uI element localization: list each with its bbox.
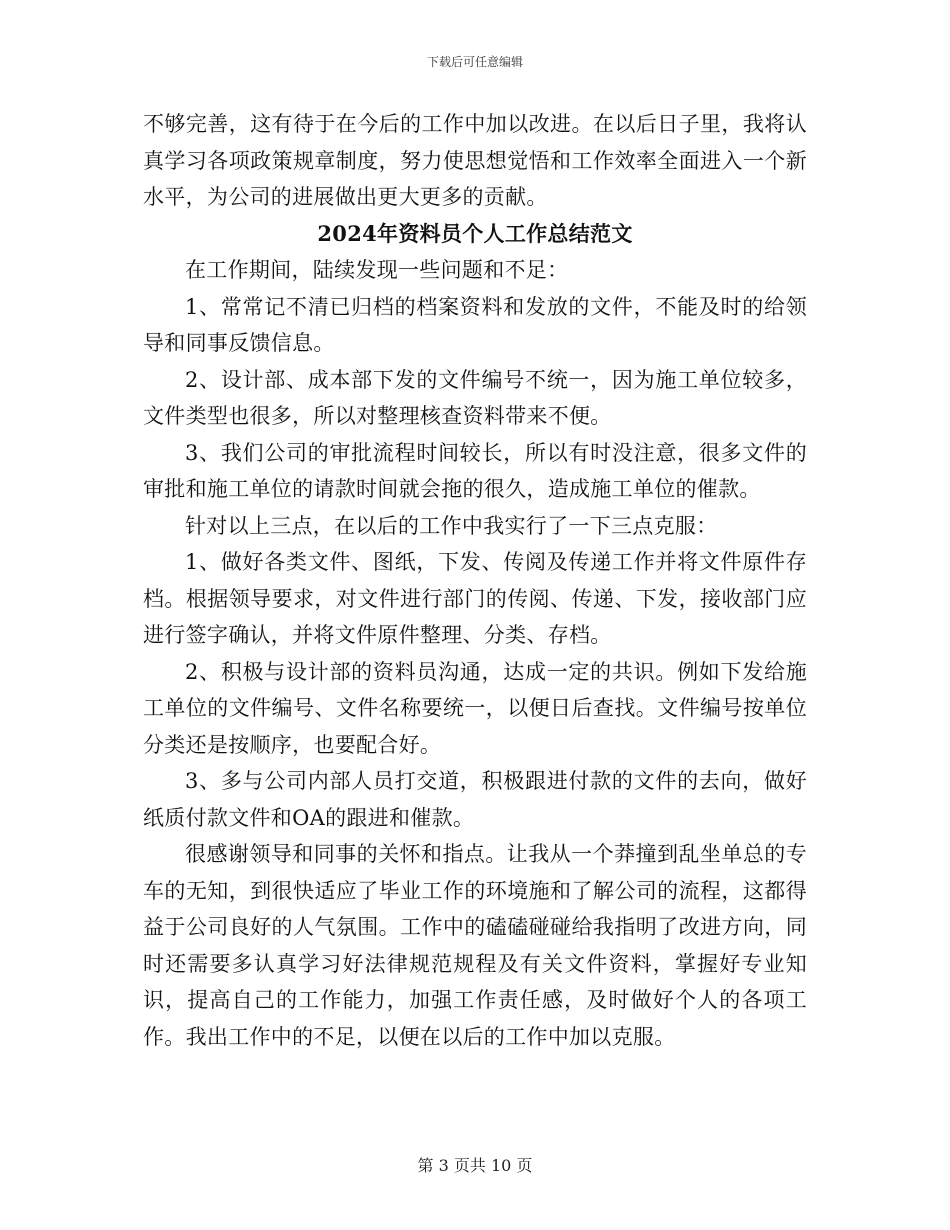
paragraph-problem-2: 2、设计部、成本部下发的文件编号不统一，因为施工单位较多，文件类型也很多，所以对整理核查资料带来不便。 — [143, 367, 807, 428]
paragraph-solutions-intro: 针对以上三点，在以后的工作中我实行了一下三点克服： — [185, 513, 718, 538]
paragraph-solution-3: 3、多与公司内部人员打交道，积极跟进付款的文件的去向，做好纸质付款文件和OA的跟进和催款。 — [143, 769, 807, 830]
document-body — [143, 106, 807, 1055]
page-header: 下载后可任意编辑 — [426, 55, 523, 69]
paragraph-closing: 很感谢领导和同事的关怀和指点。让我从一个莽撞到乱坐单总的专车的无知，到很快适应了毕业工作的环境施和了解公司的流程，这都得益于公司良好的人气氛围。工作中的磕磕碰碰给我指明了改进方向，同时还需要多认真学习好法律规范规程及有关文件资料，掌握好专业知识，提高自己的工作能力，加强工作责任感，及时做好个人的各项工作。我出工作中的不足，以便在以后的工作中加以克服。 — [143, 842, 807, 1049]
paragraph-solution-2: 2、积极与设计部的资料员沟通，达成一定的共识。例如下发给施工单位的文件编号、文件名称要统一，以便日后查找。文件编号按单位分类还是按顺序，也要配合好。 — [143, 659, 807, 757]
paragraph-problem-3: 3、我们公司的审批流程时间较长，所以有时没注意，很多文件的审批和施工单位的请款时间就会拖的很久，造成施工单位的催款。 — [143, 440, 807, 501]
paragraph-solution-1: 1、做好各类文件、图纸，下发、传阅及传递工作并将文件原件存档。根据领导要求，对文件进行部门的传阅、传递、下发，接收部门应进行签字确认，并将文件原件整理、分类、存档。 — [143, 550, 807, 647]
paragraph-intro: 在工作期间，陆续发现一些问题和不足： — [185, 258, 569, 282]
continuation-paragraph: 不够完善，这有待于在今后的工作中加以改进。在以后日子里，我将认真学习各项政策规章制度，努力使思想觉悟和工作效率全面进入一个新水平，为公司的进展做出更大更多的贡献。 — [143, 112, 807, 209]
page-footer: 第 3 页共 10 页 — [417, 1156, 533, 1175]
paragraph-problem-1: 1、常常记不清已归档的档案资料和发放的文件，不能及时的给领导和同事反馈信息。 — [143, 294, 807, 355]
document-title: 2024年资料员个人工作总结范文 — [317, 220, 633, 246]
